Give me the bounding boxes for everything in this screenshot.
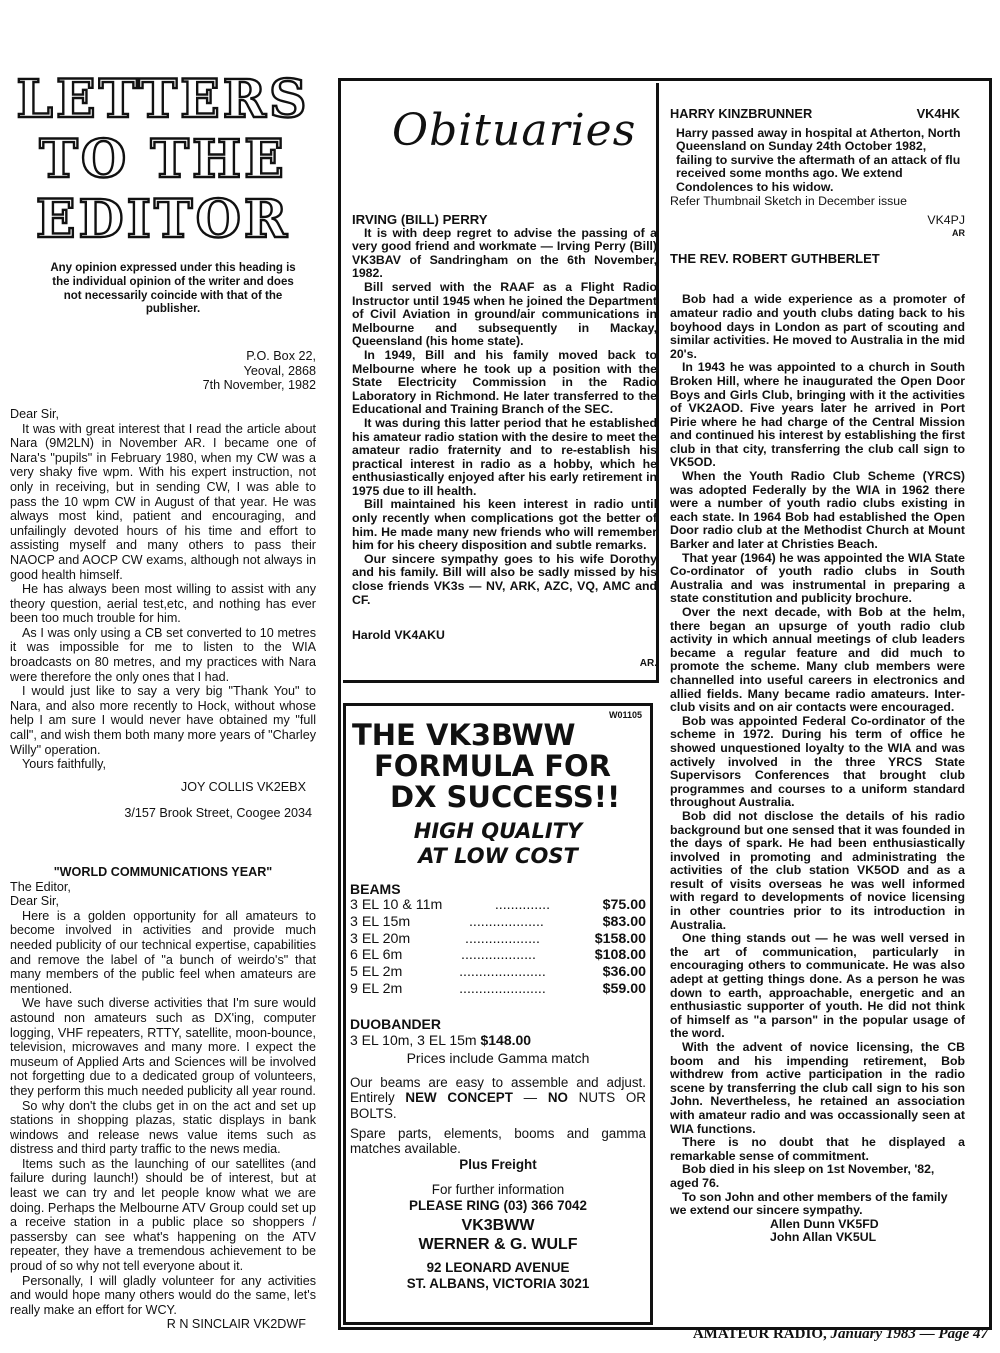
kinzbrunner-call: VK4HK: [916, 106, 960, 121]
kinzbrunner-name: HARRY KINZBRUNNER: [670, 106, 813, 121]
beam-row: 5 EL 2m ...................... $36.00: [350, 964, 646, 981]
obituaries-right-column: [670, 107, 965, 1245]
spare-text: Spare parts, elements, booms and gamma matches available.: [350, 1125, 646, 1157]
guthberlet-body: Bob had a wide experience as a promoter of amateur radio and youth clubs dating back to his boyhood days in London as part of scouting and similar activities. He moved to Australia in the mid 20's. In 1943 he was appointed to a church in South Broken Hill, where he inaugurated the Open Door Boys and Girls Club, bringing with it the activities of VK2AOD. Five years later he arrived in Port Pirie where he had charge of the Central Mission and continued his interest by establishing the first club in that city, transferring the club call sign to VK5OD. When the Youth Radio Club Scheme (YRCS) was adopted Federally by the WIA in 1962 there were a number of youth radio clubs existing in each state. In 1964 Bob had established the Open Door radio club at the Methodist Church at Mount Barker and later at Christies Beach. That year (1964) he was appointed the WIA State Co-ordinator of youth radio clubs in South Australia and was instrumental in preparing a state constitution and publicity brochure. Over the next decade, with Bob at the helm, there began an upsurge of youth radio club activity in which annual meetings of club leaders became a regular feature and did much to promote the scheme. Many club members were channelled into useful careers in electronics and allied fields. Many became radio amateurs. Inter-club visits and on air contacts were encouraged. Bob was appointed Federal Co-ordinator of the scheme in 1972. During his term of office he showed unquestioned loyalty to the WIA and was actively involved in the three YRCS State Supervisors Conferences that brought club programmes and courses to a uniform standard throughout Australia. Bob did not disclose the details of his radio background but one sensed that it was founded in the days of spark. He had been enthusiastically involved in promoting and administrating the activities of the club station VK5OD and as a result of visits overseas he was well informed with regard to developments of novice licensing in other countries prior to its introduction in Australia. One thing stands out — he was well versed in the art of communication, particularly in encouraging others to communicate. He was also adept at getting things done. As a person he was down to earth, approachable, energetic and an enthusiastic supporter of youth. He did not think of himself as "a parson" in the popular usage of the word. With the advent of novice licensing, the CB boom and his impending retirement, Bob withdrew from active participation in the radio scene by transferring the club call sign to his son John. Nevertheless, he retained an association with amateur radio and was occassionally seen at WIA functions. There is no doubt that he displayed a remarkable sense of commitment. Bob died in his sleep on 1st November, '82, aged 76. To son John and other members of the family we extend our sincere sympathy. Allen Dunn VK5FD John Allan VK5UL: [670, 292, 965, 1245]
perry-heading: IRVING (BILL) PERRY: [352, 212, 488, 227]
perry-end-mark: AR.: [639, 657, 657, 669]
obituary-perry: IRVING (BILL) PERRY It is with deep regret to advise the passing of a very good friend and workmate — Irving Perry (Bill) VK3BAV of Sandringham on the 6th November, 1982. Bill served with the RAAF as a Flight Radio Instructor until 1945 when he joined the Department of Civil Aviation in ground/air communications in Melbourne and subsequently in Mackay, Queensland (his home state). In 1949, Bill and his family moved back to Melbourne where he took up a position with the State Electricity Commission in the Radio Laboratory in Richmond. He later transferred to the Educational and Training Branch of the SEC. It was during this latter period that he established his amateur radio station with the desire to meet the amateur radio fraternity and to re-establish his practical interest in radio as a hobby, which he enthusiastically enjoyed after his early retirement in 1975 due to ill health. Bill maintained his keen interest in radio until only recently when complications got the better of him. He made many new friends who will remember him for his cheery disposition and subtle remarks. Our sincere sympathy goes to his wife Dorothy and his family. Bill will also be sadly missed by his close friends VK3s — NV, ARK, AZC, VQ, AMC and CF. Harold VK4AKU AR.: [352, 212, 657, 669]
vk3bww-ad: [350, 710, 646, 1292]
letter1-address: P.O. Box 22, Yeoval, 2868 7th November, 1982: [202, 349, 316, 393]
letters-column: [10, 70, 316, 1332]
obituaries-title: Obituaries: [392, 105, 637, 156]
letters-title: LETTERS TO THE EDITOR: [16, 69, 310, 250]
kinzbrunner-signature: VK4PJ: [927, 213, 965, 228]
freight-text: Plus Freight: [459, 1156, 537, 1172]
guthberlet-heading: THE REV. ROBERT GUTHBERLET: [670, 250, 880, 266]
ad-headline: THE VK3BWW FORMULA FOR DX SUCCESS!!: [352, 718, 621, 814]
beam-row: 6 EL 6m ................... $108.00: [350, 947, 646, 964]
footer-dash: —: [919, 1326, 935, 1342]
letter1: Dear Sir, It was with great interest that I read the article about Nara (9M2LN) in November AR. I became one of Nara's "pupils" in February 1980, when my CW was a very shaky five wpm. With his expert instruction, not only in receiving, but in sending CW, I was able to pass the 10 wpm CW in August of that year. He was always most kind, patient and encouraging, and unfailingly devoted hours of his time and effort to assisting myself and many others to pass their NAOCP and AOCP CW exams, although not always in good health himself. He has always been most willing to assist with any theory question, aerial test,etc, and nothing has ever been too much trouble for him. As I was only using a CB set converted to 10 metres it was impossible for me to listen to the WIA broadcasts on 80 metres, and my practices with Nara were therefore the only ones that I had. I would just like to say a very big "Thank You" to Nara, and also more recently to Hock, without whose help I am sure I would never have obtained my "full call", and wish them both many more years of "Charley Willy" operation. Yours faithfully, JOY COLLIS VK2EBX 3/157 Brook Street, Coogee 2034: [10, 406, 316, 821]
footer-magazine: AMATEUR RADIO,: [692, 1326, 827, 1342]
letter2-signature: R N SINCLAIR VK2DWF: [166, 1317, 306, 1332]
beam-row: 3 EL 15m ................... $83.00: [350, 913, 646, 930]
footer-page: Page 47: [938, 1326, 988, 1342]
phone-text: PLEASE RING (03) 366 7042: [409, 1197, 587, 1213]
letter2: "WORLD COMMUNICATIONS YEAR" The Editor, Dear Sir, Here is a golden opportunity for all amateurs to become involved in activities and provide much needed publicity of our technical expertise, capabilities and remove the label of "a bunch of weirdo's" that many members of the public feel when amateurs are mentioned. We have such diverse activities that I'm sure would astound non amateurs such as DX'ing, computer logging, VHF repeaters, RTTY, satellite, moon-bounce, television, microwaves and many more. I expect the museum of Applied Arts and Sciences will be involved not forgetting due to a dedicated group of volunteers, they perform this much needed publicity all year round. So why don't the clubs get in on the act and set up stations in shopping plazas, static displays in bank windows and release news value items such as distress and third party traffic to the news media. Items such as the launching of our satellites (and failure during launch!) should be of interest, but at least we can try and let people know what we are doing. Perhaps the Melbourne ATV Group could set up a receive station in a public place so shoppers / passersby can see what's happening on the ATV repeater, they have a tremendous achievement to be proud of so why not tell everyone about it. Personally, I will gladly volunteer for any activities and would hope many others would do the same, let's really make an effort for WCY. R N SINCLAIR VK2DWF: [10, 865, 316, 1332]
duobander-title: DUOBANDER: [350, 1015, 441, 1032]
beam-row: 9 EL 2m ...................... $59.00: [350, 980, 646, 997]
letter1-signature: JOY COLLIS VK2EBX: [180, 779, 306, 794]
ad-subhead: HIGH QUALITY AT LOW COST: [413, 819, 583, 868]
company-name: VK3BWW WERNER & G. WULF: [418, 1216, 578, 1253]
kinzbrunner-text: Harry passed away in hospital at Atherton, North Queensland on Sunday 24th October 1982, failing to survive the aftermath of an attack of flu received some months ago. We extend Condolences to his widow.: [676, 125, 961, 194]
letter2-heading: "WORLD COMMUNICATIONS YEAR": [53, 865, 273, 879]
company-address: 92 LEONARD AVENUE ST. ALBANS, VICTORIA 3021: [406, 1259, 590, 1291]
footer-date: January 1983: [830, 1326, 916, 1342]
disclaimer: Any opinion expressed under this heading is the individual opinion of the writer and does not necessarily coincide with that of the publisher.: [50, 262, 296, 316]
kinzbrunner-end-mark: AR: [952, 227, 965, 238]
page-footer: [693, 1326, 988, 1343]
kinzbrunner-note: Refer Thumbnail Sketch in December issue: [670, 193, 907, 208]
ad-code: W01105: [608, 710, 642, 720]
info-text: For further information: [431, 1182, 565, 1198]
beams-price-list: [350, 897, 646, 998]
beam-row: 3 EL 10 & 11m .............. $75.00: [350, 897, 646, 913]
duobander-line: 3 EL 10m, 3 EL 15m $148.00: [350, 1031, 532, 1048]
beam-row: 3 EL 20m ................... $158.00: [350, 930, 646, 947]
assemble-text: Our beams are easy to assemble and adjust. Entirely NEW CONCEPT — NO NUTS OR BOLTS.: [350, 1074, 646, 1121]
guthberlet-signature-2: John Allan VK5UL: [770, 1230, 877, 1245]
kinzbrunner-header: [670, 107, 965, 121]
gamma-note: Prices include Gamma match: [406, 1049, 590, 1066]
perry-signature: Harold VK4AKU: [352, 628, 445, 643]
letter1-sig-address: 3/157 Brook Street, Coogee 2034: [124, 806, 312, 821]
guthberlet-signature-1: Allen Dunn VK5FD: [770, 1216, 879, 1231]
beams-title: BEAMS: [350, 881, 401, 897]
